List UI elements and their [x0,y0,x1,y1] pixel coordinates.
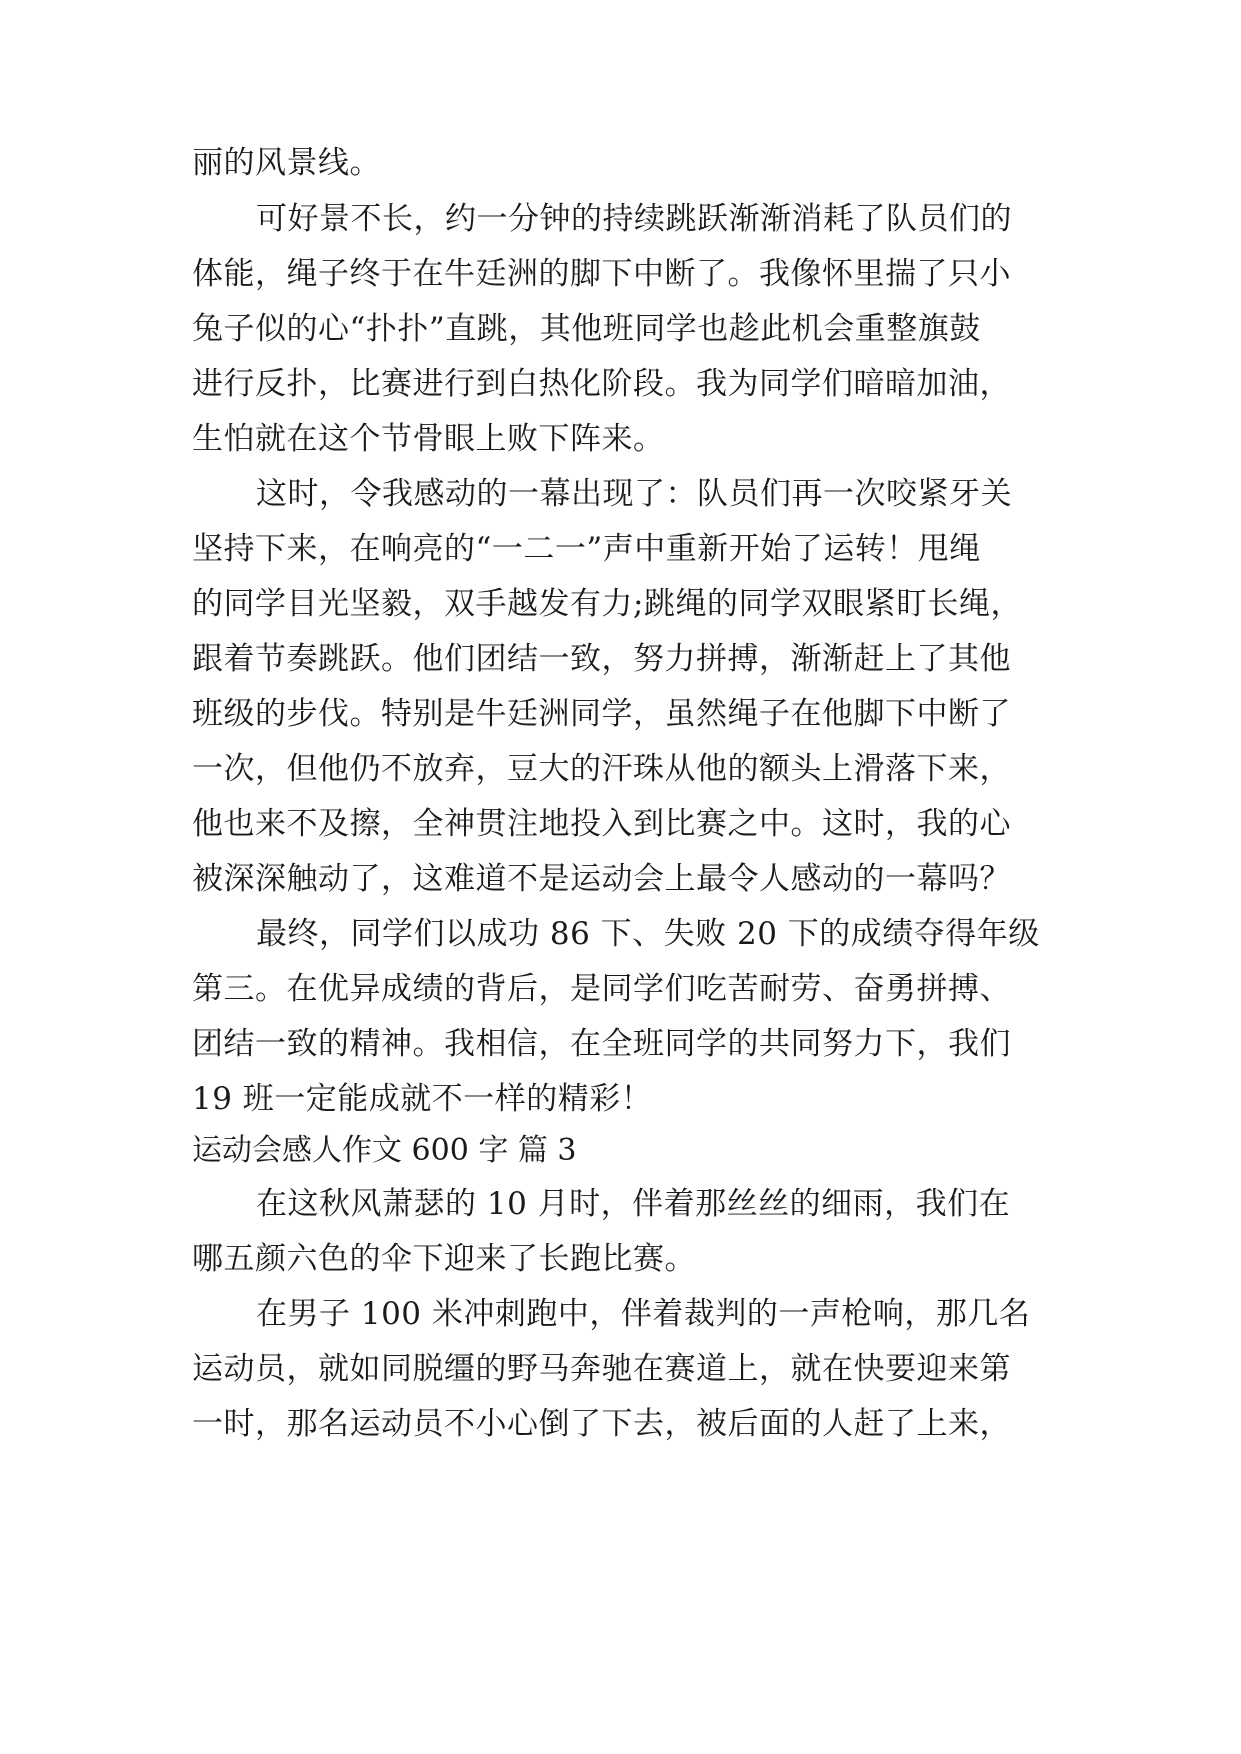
paragraph-line: 一次，但他仍不放弃，豆大的汗珠从他的额头上滑落下来， [192,751,1011,787]
paragraph-line: 可好景不长，约一分钟的持续跳跃渐渐消耗了队员们的 [256,201,1012,237]
paragraph-line: 运动员，就如同脱缰的野马奔驰在赛道上，就在快要迎来第 [192,1351,1011,1387]
paragraph-line: 19 班一定能成就不一样的精彩！ [192,1081,653,1117]
paragraph-line: 他也来不及擦，全神贯注地投入到比赛之中。这时，我的心 [192,806,1011,842]
paragraph-line: 最终，同学们以成功 86 下、失败 20 下的成绩夺得年级 [256,916,1040,952]
paragraph-line: 兔子似的心“扑扑”直跳，其他班同学也趁此机会重整旗鼓 [192,311,981,347]
paragraph-line: 的同学目光坚毅，双手越发有力;跳绳的同学双眼紧盯长绳， [192,586,1022,622]
paragraph-line: 一时，那名运动员不小心倒了下去，被后面的人赶了上来， [192,1406,1011,1442]
paragraph-line: 班级的步伐。特别是牛廷洲同学，虽然绳子在他脚下中断了 [192,696,1011,732]
paragraph-line: 生怕就在这个节骨眼上败下阵来。 [192,421,665,457]
paragraph-line: 丽的风景线。 [192,145,381,181]
paragraph-line: 进行反扑，比赛进行到白热化阶段。我为同学们暗暗加油， [192,366,1011,402]
paragraph-line: 这时，令我感动的一幕出现了：队员们再一次咬紧牙关 [256,476,1012,512]
paragraph-line: 坚持下来，在响亮的“一二一”声中重新开始了运转！甩绳 [192,531,981,567]
paragraph-line: 在男子 100 米冲刺跑中，伴着裁判的一声枪响，那几名 [256,1296,1031,1332]
paragraph-line: 在这秋风萧瑟的 10 月时，伴着那丝丝的细雨，我们在 [256,1186,1011,1222]
paragraph-line: 第三。在优异成绩的背后，是同学们吃苦耐劳、奋勇拼搏、 [192,971,1011,1007]
paragraph-line: 哪五颜六色的伞下迎来了长跑比赛。 [192,1241,696,1277]
paragraph-line: 体能，绳子终于在牛廷洲的脚下中断了。我像怀里揣了只小 [192,256,1011,292]
paragraph-line: 团结一致的精神。我相信，在全班同学的共同努力下，我们 [192,1026,1011,1062]
section-heading: 运动会感人作文 600 字 篇 3 [192,1133,577,1168]
paragraph-line: 跟着节奏跳跃。他们团结一致，努力拼搏，渐渐赶上了其他 [192,641,1011,677]
paragraph-line: 被深深触动了，这难道不是运动会上最令人感动的一幕吗？ [192,861,1011,897]
